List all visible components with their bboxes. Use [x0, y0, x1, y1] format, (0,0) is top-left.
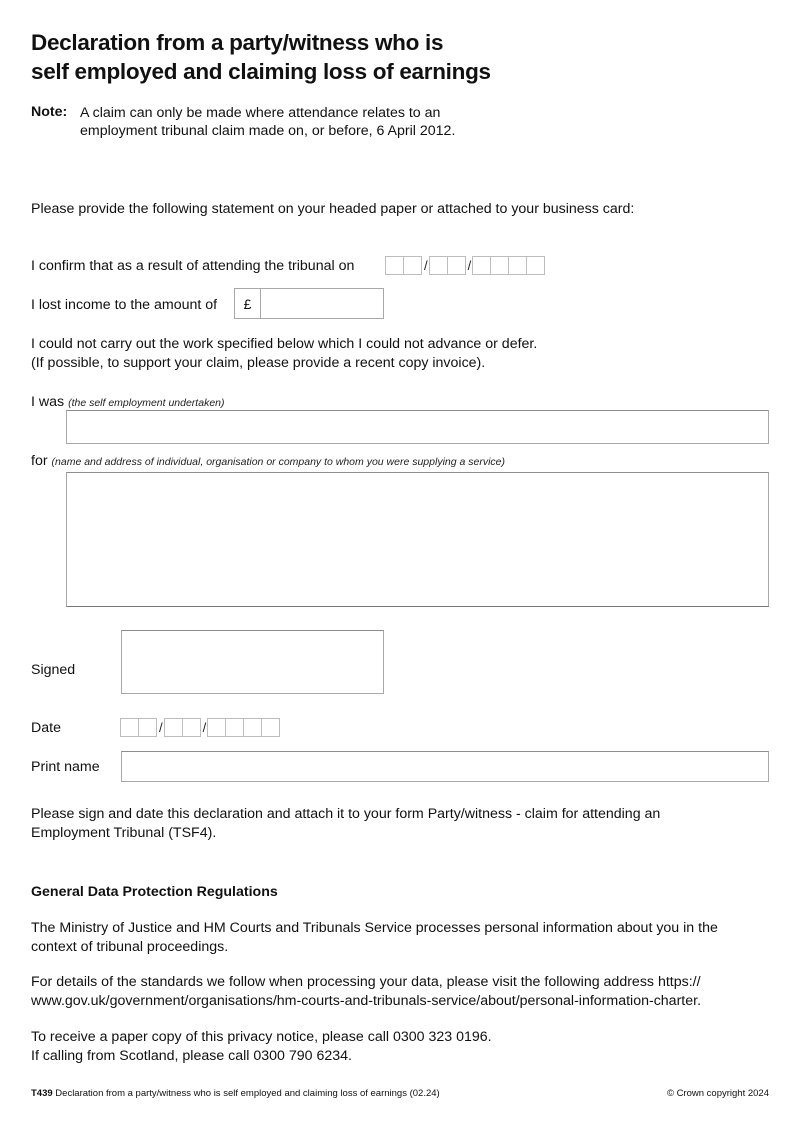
gdpr-p2-line-2: www.gov.uk/government/organisations/hm-courts-and-tribunals-service/about/personal-information-charter.: [31, 992, 702, 1009]
work-statement-line-2: (If possible, to support your claim, please provide a recent copy invoice).: [31, 354, 486, 371]
date-separator: /: [159, 720, 163, 735]
for-label: for: [31, 453, 48, 469]
for-label-row: [31, 452, 505, 472]
print-name-input[interactable]: [121, 751, 769, 782]
closing-line-2: Employment Tribunal (TSF4).: [31, 824, 217, 841]
signed-label: Signed: [31, 662, 76, 678]
note-text: [80, 104, 455, 140]
tribunal-date-day-2[interactable]: [403, 256, 422, 275]
title-line-2: self employed and claiming loss of earnings: [31, 59, 491, 84]
sign-date-day-2[interactable]: [138, 718, 157, 737]
tribunal-date-year-3[interactable]: [508, 256, 527, 275]
form-title: Declaration from a party/witness who is self employed and claiming loss of earnings (02.24): [55, 1088, 440, 1099]
gdpr-p1-line-1: The Ministry of Justice and HM Courts and Tribunals Service processes personal information about you in the: [31, 920, 718, 936]
date-label: Date: [31, 720, 61, 736]
copyright-notice: © Crown copyright 2024: [666, 1088, 769, 1099]
self-employment-input[interactable]: [66, 410, 769, 444]
sign-date-year-2[interactable]: [225, 718, 244, 737]
income-amount-input[interactable]: [261, 288, 384, 319]
date-separator: /: [467, 258, 472, 273]
sign-date-year-1[interactable]: [207, 718, 226, 737]
signature-date-field: [120, 718, 279, 737]
sign-date-year-4[interactable]: [261, 718, 280, 737]
sign-date-day-1[interactable]: [120, 718, 139, 737]
tribunal-date-month-2[interactable]: [447, 256, 466, 275]
print-name-label: Print name: [31, 759, 100, 775]
page-title: [31, 28, 491, 86]
sign-date-month-2[interactable]: [182, 718, 201, 737]
client-name-address-input[interactable]: [66, 472, 769, 607]
gdpr-heading: General Data Protection Regulations: [31, 884, 278, 900]
signature-box[interactable]: [121, 630, 384, 694]
gdpr-paragraph-2: [31, 973, 701, 1010]
tribunal-date-day-1[interactable]: [385, 256, 404, 275]
income-label: I lost income to the amount of: [31, 297, 218, 313]
closing-line-1: Please sign and date this declaration and attach it to your form Party/witness - claim for attending an: [31, 806, 661, 822]
date-separator: /: [424, 258, 428, 273]
tribunal-date-month-1[interactable]: [429, 256, 448, 275]
for-hint: (name and address of individual, organisation or company to whom you were supplying a service): [51, 456, 506, 468]
note-line-1: A claim can only be made where attendance relates to an: [80, 105, 441, 121]
gdpr-p1-line-2: context of tribunal proceedings.: [31, 938, 229, 955]
pound-sign: £: [234, 288, 261, 319]
tribunal-date-year-4[interactable]: [526, 256, 545, 275]
footer-form-reference: [31, 1088, 440, 1099]
form-code: T439: [31, 1088, 53, 1099]
sign-date-month-1[interactable]: [164, 718, 183, 737]
work-statement-line-1: I could not carry out the work specified below which I could not advance or defer.: [31, 336, 538, 352]
tribunal-date-year-2[interactable]: [490, 256, 509, 275]
confirm-label: I confirm that as a result of attending the tribunal on: [31, 258, 355, 274]
gdpr-paragraph-3: [31, 1028, 492, 1065]
tribunal-date-field: [385, 256, 544, 275]
closing-instruction: [31, 805, 660, 842]
note-label: Note:: [31, 104, 68, 120]
title-line-1: Declaration from a party/witness who is: [31, 30, 444, 55]
instruction-text: Please provide the following statement on your headed paper or attached to your business card:: [31, 201, 635, 217]
date-separator: /: [202, 720, 207, 735]
note-line-2: employment tribunal claim made on, or before, 6 April 2012.: [80, 123, 456, 139]
gdpr-p3-line-2: If calling from Scotland, please call 0300 790 6234.: [31, 1047, 352, 1064]
income-amount-field: [234, 288, 384, 319]
tribunal-date-year-1[interactable]: [472, 256, 491, 275]
i-was-label: I was: [31, 394, 65, 410]
gdpr-p3-line-1: To receive a paper copy of this privacy notice, please call 0300 323 0196.: [31, 1029, 492, 1045]
gdpr-p2-line-1: For details of the standards we follow when processing your data, please visit the following address https://: [31, 974, 701, 990]
sign-date-year-3[interactable]: [243, 718, 262, 737]
i-was-hint: (the self employment undertaken): [68, 397, 225, 409]
work-statement: [31, 335, 537, 372]
gdpr-paragraph-1: [31, 919, 718, 956]
